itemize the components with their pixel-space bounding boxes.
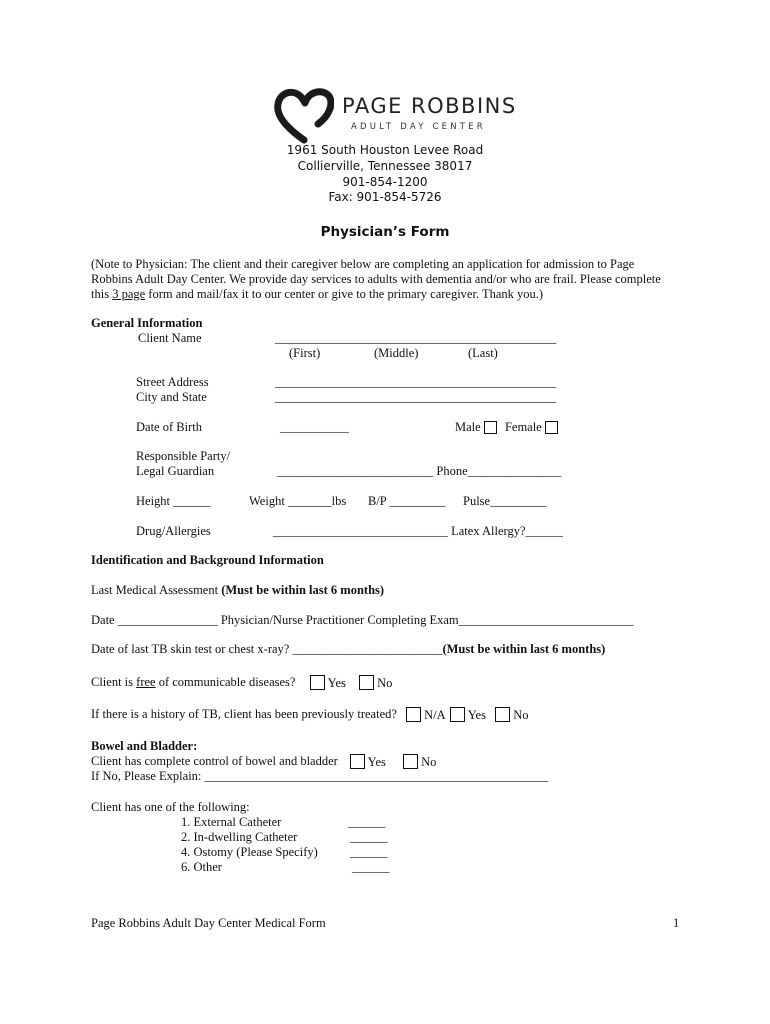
item-4-field[interactable]: ______ bbox=[352, 860, 390, 874]
drug-allergies-label: Drug/Allergies bbox=[136, 524, 211, 538]
item-2-field[interactable]: ______ bbox=[350, 830, 388, 844]
bowel-yes-checkbox[interactable] bbox=[350, 754, 365, 769]
bowel-heading: Bowel and Bladder: bbox=[91, 739, 198, 753]
following-label: Client has one of the following: bbox=[91, 800, 250, 814]
address-fax: Fax: 901-854-5726 bbox=[328, 190, 442, 204]
logo bbox=[274, 86, 517, 144]
tb-history-label: If there is a history of TB, client has been previously treated? bbox=[91, 707, 397, 721]
communicable-free: free bbox=[136, 675, 156, 689]
dob-field[interactable]: ___________ bbox=[280, 420, 349, 434]
last-assessment-note: (Must be within last 6 months) bbox=[221, 583, 385, 597]
male-label: Male bbox=[455, 420, 481, 434]
street-field[interactable]: _____________________________________________ bbox=[275, 375, 557, 389]
bowel-yes-label: Yes bbox=[367, 755, 386, 769]
middle-label: (Middle) bbox=[374, 346, 419, 360]
note-line3-post: form and mail/fax it to our center or give to the primary caregiver. Thank you.) bbox=[145, 287, 544, 301]
city-label: City and State bbox=[136, 390, 207, 404]
bp-field[interactable]: B/P _________ bbox=[368, 494, 446, 508]
item-3-field[interactable]: ______ bbox=[350, 845, 388, 859]
item-2-label: 2. In-dwelling Catheter bbox=[181, 830, 298, 844]
form-title: Physician’s Form bbox=[320, 224, 450, 240]
bowel-options bbox=[350, 754, 436, 770]
responsible-label-1: Responsible Party/ bbox=[136, 449, 231, 463]
page-number: 1 bbox=[673, 916, 680, 930]
bowel-no-checkbox[interactable] bbox=[403, 754, 418, 769]
item-1-field[interactable]: ______ bbox=[348, 815, 386, 829]
logo-subtitle: ADULT DAY CENTER bbox=[351, 122, 486, 132]
communicable-no-label: No bbox=[377, 676, 393, 690]
city-field[interactable]: _____________________________________________ bbox=[275, 390, 557, 404]
general-heading: General Information bbox=[91, 316, 203, 330]
tb-no-checkbox[interactable] bbox=[495, 707, 510, 722]
female-checkbox[interactable] bbox=[545, 421, 558, 434]
item-1-label: 1. External Catheter bbox=[181, 815, 282, 829]
drug-allergies-field[interactable]: ____________________________ Latex Allergy?______ bbox=[273, 524, 564, 538]
client-name-field[interactable]: _____________________________________________ bbox=[275, 331, 557, 345]
bowel-explain-field[interactable]: If No, Please Explain: _______________________________________________________ bbox=[91, 769, 549, 783]
bowel-control-label: Client has complete control of bowel and bladder bbox=[91, 754, 338, 768]
tb-na-label: N/A bbox=[424, 708, 445, 722]
bowel-no-label: No bbox=[421, 755, 437, 769]
address-line2: Collierville, Tennessee 38017 bbox=[297, 159, 473, 173]
item-3-label: 4. Ostomy (Please Specify) bbox=[181, 845, 318, 859]
communicable-pre: Client is bbox=[91, 675, 137, 689]
page-count: 3 page bbox=[112, 287, 146, 301]
communicable-yes-checkbox[interactable] bbox=[310, 675, 325, 690]
note-line3 bbox=[91, 287, 543, 302]
item-4-label: 6. Other bbox=[181, 860, 222, 874]
address-phone: 901-854-1200 bbox=[342, 175, 428, 189]
communicable-options bbox=[310, 675, 392, 691]
tb-na-checkbox[interactable] bbox=[406, 707, 421, 722]
note-line2: Robbins Adult Day Center. We provide day services to adults with dementia and/or who are frail. Please complete bbox=[91, 272, 661, 286]
tb-yes-checkbox[interactable] bbox=[450, 707, 465, 722]
tb-history-options bbox=[406, 707, 529, 723]
heart-logo-icon bbox=[274, 86, 334, 144]
tb-no-label: No bbox=[513, 708, 529, 722]
tb-test-field[interactable]: Date of last TB skin test or chest x-ray? ________________________ bbox=[91, 642, 443, 656]
guardian-phone-field[interactable]: _________________________ Phone_______________ bbox=[277, 464, 562, 478]
note-line3-pre: this bbox=[91, 287, 113, 301]
female-label: Female bbox=[504, 420, 542, 434]
tb-yes-label: Yes bbox=[467, 708, 486, 722]
communicable-row bbox=[91, 675, 295, 690]
communicable-post: of communicable diseases? bbox=[155, 675, 296, 689]
weight-field[interactable]: Weight _______lbs bbox=[249, 494, 347, 508]
last-assessment bbox=[91, 583, 384, 598]
address-line1: 1961 South Houston Levee Road bbox=[286, 143, 484, 157]
last-label: (Last) bbox=[468, 346, 498, 360]
logo-name: PAGE ROBBINS bbox=[342, 94, 517, 118]
communicable-yes-label: Yes bbox=[327, 676, 346, 690]
last-assessment-label: Last Medical Assessment bbox=[91, 583, 222, 597]
dob-label: Date of Birth bbox=[136, 420, 202, 434]
client-name-label: Client Name bbox=[138, 331, 202, 345]
sex-options bbox=[455, 420, 558, 435]
tb-test-row bbox=[91, 642, 605, 657]
note-line1: (Note to Physician: The client and their caregiver below are completing an application for admission to Page bbox=[91, 257, 635, 271]
male-checkbox[interactable] bbox=[484, 421, 497, 434]
tb-test-note: (Must be within last 6 months) bbox=[442, 642, 606, 656]
first-label: (First) bbox=[289, 346, 321, 360]
date-exam-field[interactable]: Date ________________ Physician/Nurse Practitioner Completing Exam____________________________ bbox=[91, 613, 634, 627]
street-label: Street Address bbox=[136, 375, 209, 389]
communicable-no-checkbox[interactable] bbox=[359, 675, 374, 690]
footer-text: Page Robbins Adult Day Center Medical Form bbox=[91, 916, 326, 930]
pulse-field[interactable]: Pulse_________ bbox=[463, 494, 547, 508]
responsible-label-2: Legal Guardian bbox=[136, 464, 215, 478]
height-field[interactable]: Height ______ bbox=[136, 494, 211, 508]
identification-heading: Identification and Background Information bbox=[91, 553, 324, 567]
